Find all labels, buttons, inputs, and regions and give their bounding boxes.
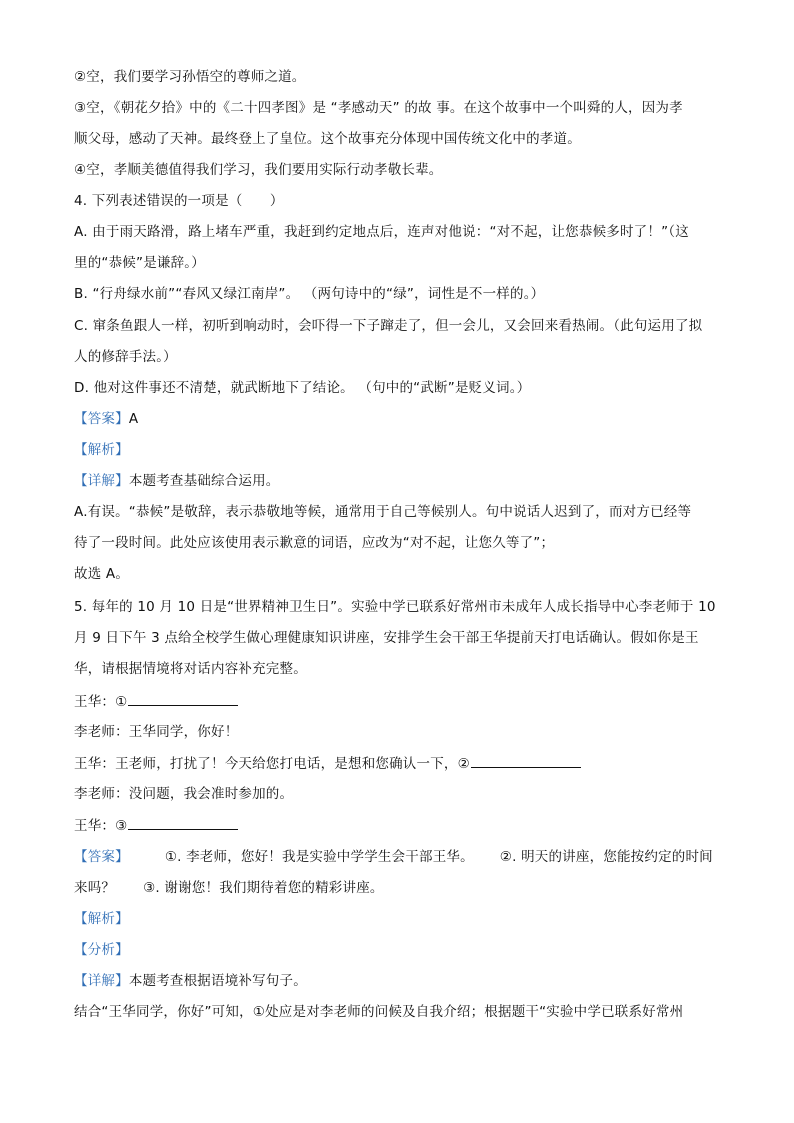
dialog-line <box>74 753 581 774</box>
analysis-tag: 【解析】 <box>74 911 129 927</box>
answer-tag: 【答案】 <box>74 411 129 427</box>
answer-blank <box>471 753 581 768</box>
answer-row <box>74 409 138 429</box>
detail-text: 本题考查根据语境补写句子。 <box>128 973 307 989</box>
fenxi-tag: 【分析】 <box>74 942 129 958</box>
text-line: ④空，孝顺美德值得我们学习，我们要用实际行动孝敬长辈。 <box>74 162 443 178</box>
detail-text: 本题考查基础综合运用。 <box>128 473 280 489</box>
question-5-stem: 5. 每年的 10 月 10 日是“世界精神卫生日”。实验中学已联系好常州市未成年人成长指导中心李老师于 10 <box>74 599 716 615</box>
text-line: 华，请根据情境将对话内容补充完整。 <box>74 661 307 677</box>
answer-item-2-cont: 来吗？ <box>74 880 116 896</box>
text-line: 月 9 日下午 3 点给全校学生做心理健康知识讲座，安排学生会干部王华提前天打电话确认。假如你是王 <box>74 630 699 646</box>
text-line: 待了一段时间。此处应该使用表示歉意的词语，应改为“对不起，让您久等了”； <box>74 535 555 551</box>
text-line: 人的修辞手法。） <box>74 349 177 365</box>
detail-row <box>74 471 280 491</box>
answer-row-cont <box>74 878 384 898</box>
dialog-line <box>74 691 238 712</box>
analysis-row <box>74 909 129 929</box>
option-c: C. 窜条鱼跟人一样，初听到响动时，会吓得一下子蹿走了，但一会儿，又会回来看热闹。（此句运用了拟 <box>74 318 703 334</box>
question-4-stem: 4. 下列表述错误的一项是（ ） <box>74 193 284 209</box>
option-a: A. 由于雨天路滑，路上堵车严重，我赶到约定地点后，连声对他说：“对不起，让您恭候多时了！”（这 <box>74 224 689 240</box>
dialog-text: 王华：③ <box>74 818 128 834</box>
dialog-line: 李老师：没问题，我会准时参加的。 <box>74 786 294 802</box>
text-line: 里的“恭候”是谦辞。） <box>74 255 205 271</box>
text-line: ③空，《朝花夕拾》中的《二十四孝图》是 “孝感动天” 的故 事。在这个故事中一个叫舜的人，因为孝 <box>74 100 683 116</box>
detail-row <box>74 971 307 991</box>
detail-tag: 【详解】 <box>74 973 129 989</box>
analysis-tag: 【解析】 <box>74 442 129 458</box>
text-line: 结合“王华同学，你好”可知，①处应是对李老师的问候及自我介绍；根据题干“实验中学已联系好常州 <box>74 1004 684 1020</box>
text-line: 故选 A。 <box>74 566 130 582</box>
answer-item-3: ③. 谢谢您！我们期待着您的精彩讲座。 <box>143 880 384 896</box>
answer-item-2: ②. 明天的讲座，您能按约定的时间 <box>499 849 713 865</box>
text-line: ②空，我们要学习孙悟空的尊师之道。 <box>74 69 306 85</box>
dialog-text: 王华：① <box>74 694 128 710</box>
dialog-text: 王华：王老师，打扰了！今天给您打电话，是想和您确认一下，② <box>74 756 470 772</box>
dialog-line <box>74 815 238 836</box>
answer-row <box>74 847 713 867</box>
answer-item-1: ①. 李老师，您好！我是实验中学学生会干部王华。 <box>164 849 474 865</box>
text-line: 顺父母，感动了天神。最终登上了皇位。这个故事充分体现中国传统文化中的孝道。 <box>74 131 581 147</box>
answer-blank <box>128 691 238 706</box>
fenxi-row <box>74 940 129 960</box>
dialog-line: 李老师：王华同学，你好！ <box>74 724 239 740</box>
text-line: A.有误。“恭候”是敬辞，表示恭敬地等候，通常用于自己等候别人。句中说话人迟到了，而对方已经等 <box>74 504 692 520</box>
detail-tag: 【详解】 <box>74 473 129 489</box>
analysis-row <box>74 440 129 460</box>
answer-blank <box>128 815 238 830</box>
option-d: D. 他对这件事还不清楚，就武断地下了结论。 （句中的“武断”是贬义词。） <box>74 380 531 396</box>
option-b: B. “行舟绿水前”“春风又绿江南岸”。 （两句诗中的“绿”，词性是不一样的。） <box>74 286 545 302</box>
answer-text: A <box>128 411 139 427</box>
answer-tag: 【答案】 <box>74 849 129 865</box>
